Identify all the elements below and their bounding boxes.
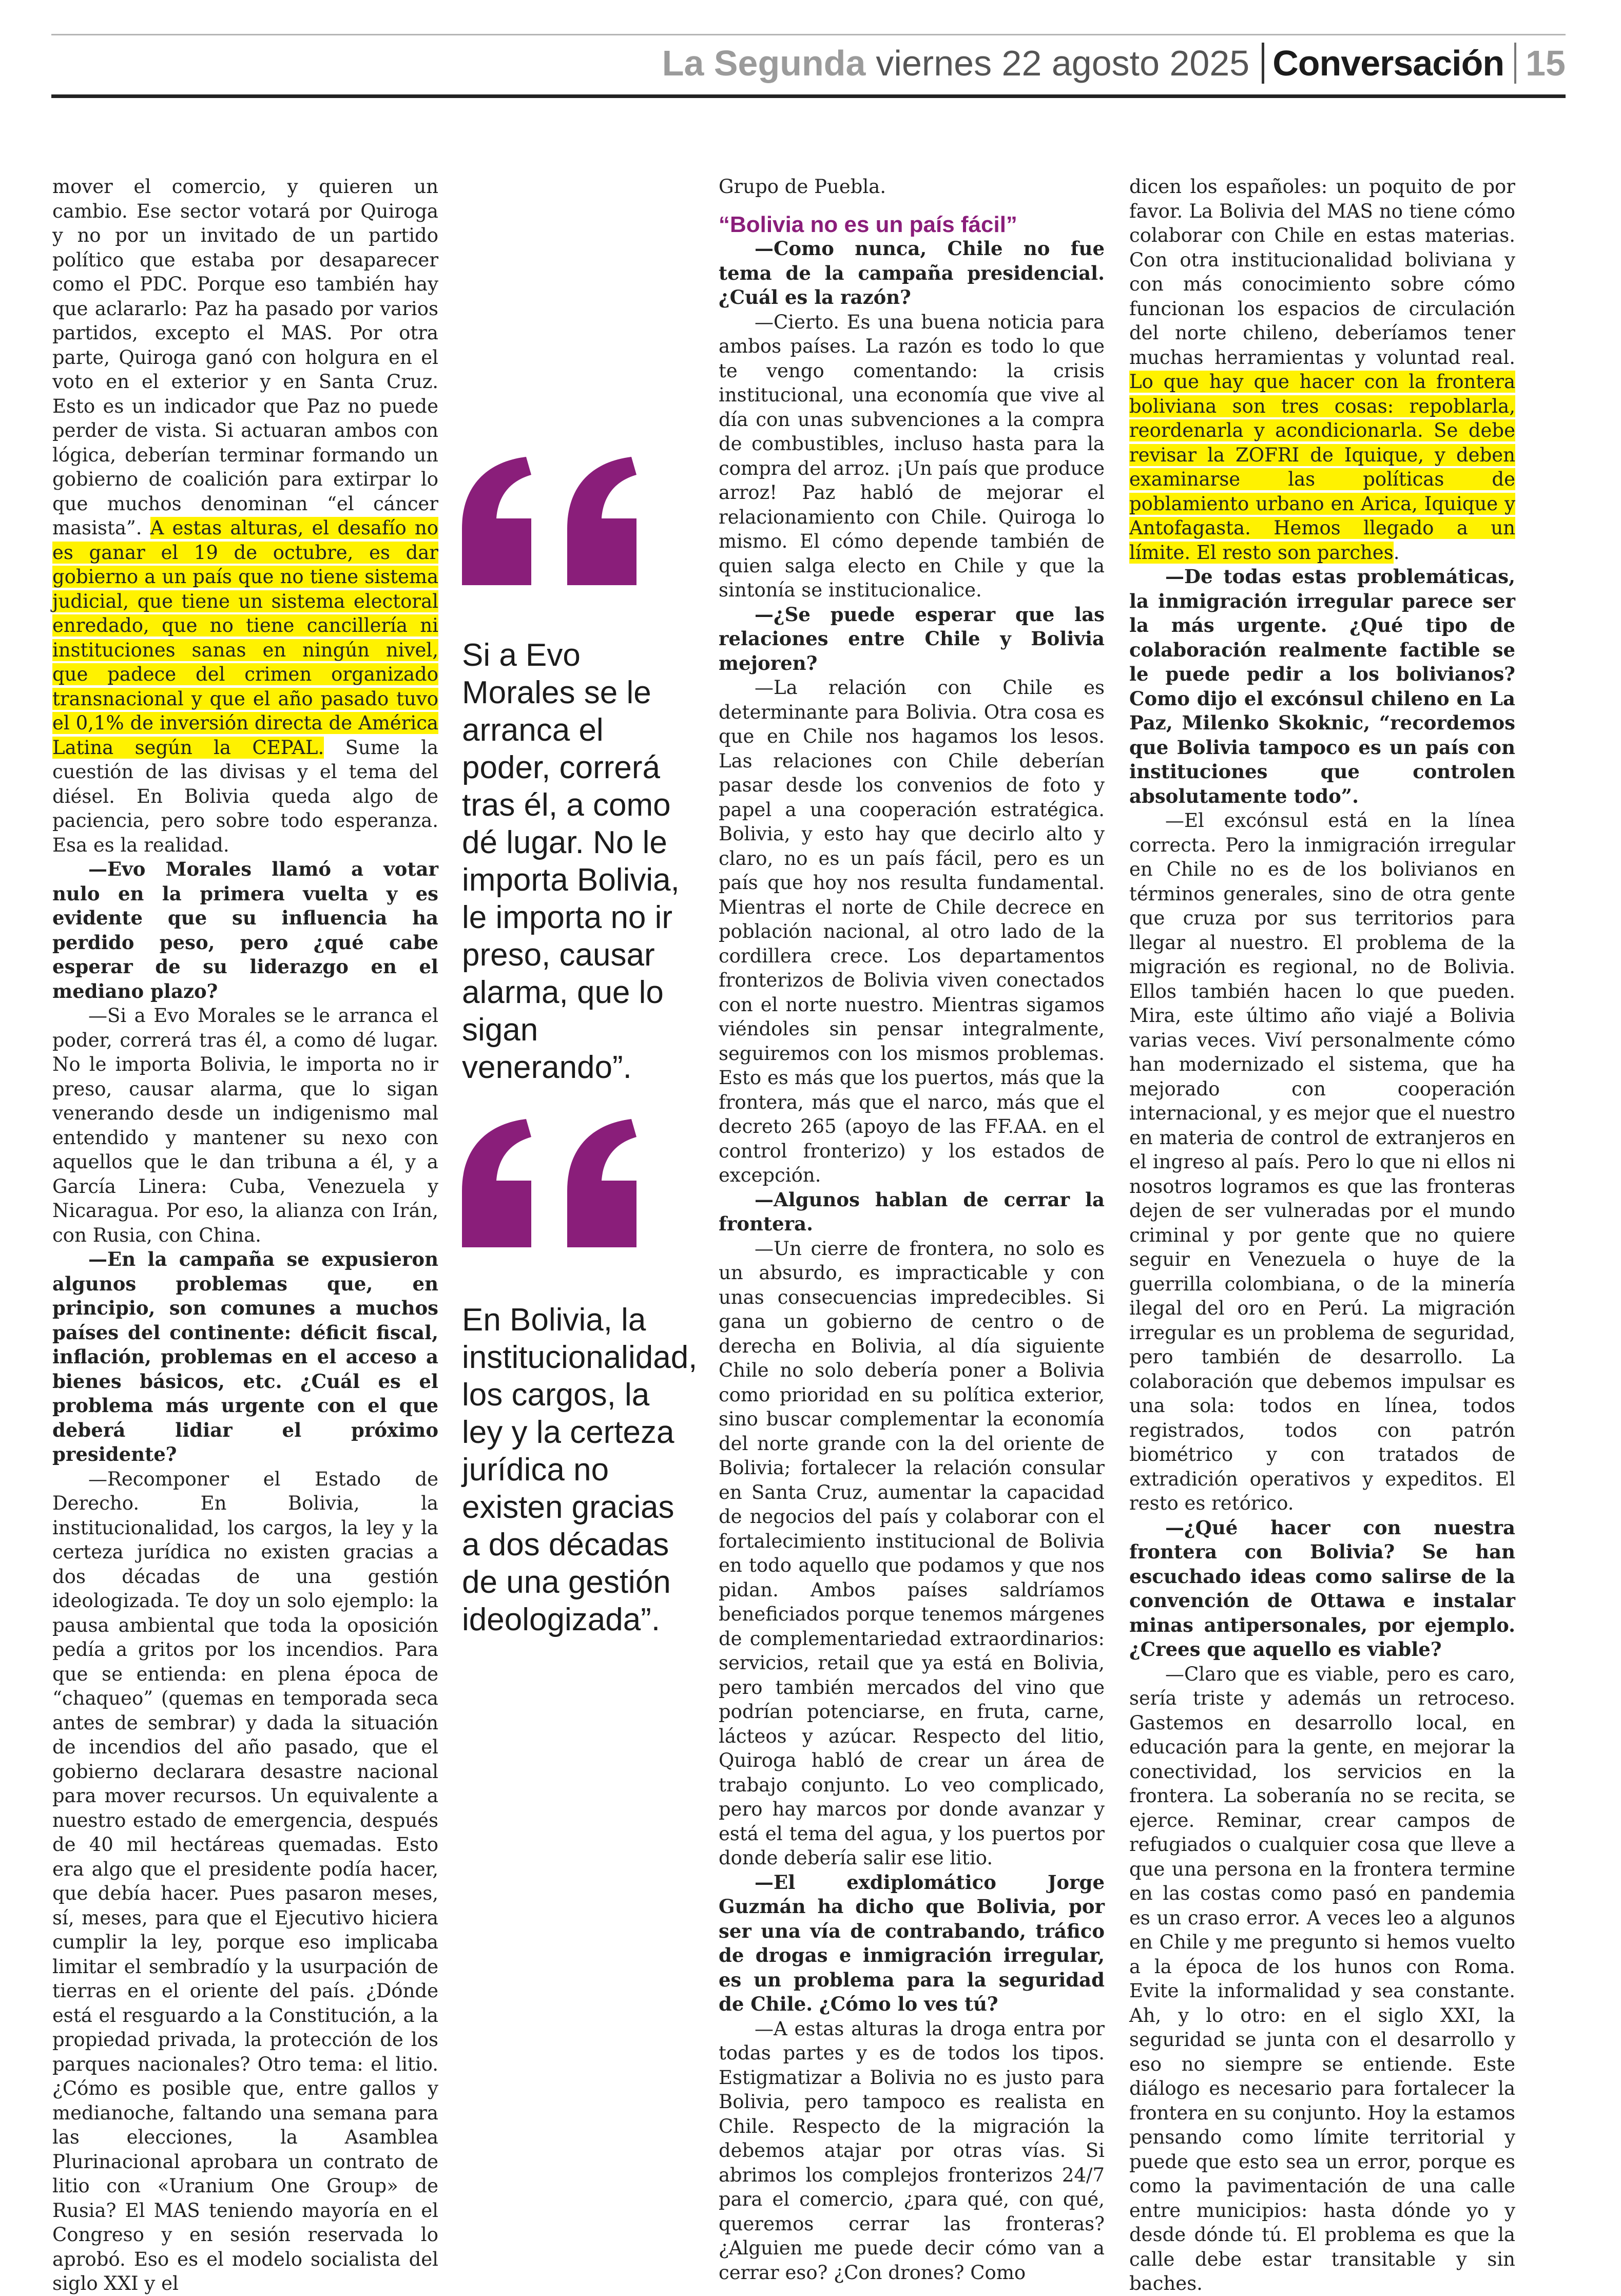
masthead: [662, 41, 1566, 85]
top-rule: [51, 34, 1566, 35]
pull-quote: Si a Evo Morales se le arranca el poder, correrá tras él, a como dé lugar. No le importa Bolivia, le importa no ir preso, causar alarma, que lo sigan venerando”.: [462, 638, 680, 1085]
interview-question: —Evo Morales llamó a votar nulo en la primera vuelta y es evidente que su influencia ha perdido peso, pero ¿qué cabe esperar de su liderazgo en el mediano plazo?: [52, 858, 438, 1002]
section-name: Conversación: [1272, 43, 1504, 83]
header-rule: [51, 94, 1566, 98]
interview-answer: —Recomponer el Estado de Derecho. En Bolivia, la institucionalidad, los cargos, la ley y la certeza jurídica no existen gracias a dos décadas de una gestión ideologizada. Te doy un solo ejemplo: la pausa ambiental que toda la oposición pedía a gritos por los incendios. Para que se entienda: en plena época de “chaqueo” (quemas en temporada seca antes de sembrar) y dada la situación de incendios del año pasado, que el gobierno declarara desastre nacional para mover recursos. Un equivalente a nuestro estado de emergencia, después de 40 mil hectáreas quemadas. Esto era algo que el presidente podía hacer, que debía hacer. Pues pasaron meses, sí, meses, para que el Ejecutivo hiciera cumplir la ley, porque eso implicaba limitar el sembradío y la usurpación de tierras en el oriente del país. ¿Dónde está el resguardo a la Constitución, a la propiedad privada, la protección de los parques nacionales? Otro tema: el litio. ¿Cómo es posible que, entre gallos y medianoche, faltando una semana para las elecciones, la Asamblea Plurinacional aprobara un contrato de litio con «Uranium One Group» de Rusia? El MAS teniendo mayoría en el Congreso y en sesión reservada lo aprobó. Eso es el modelo socialista del siglo XXI y el: [52, 1468, 438, 2294]
interview-question: —¿Qué hacer con nuestra frontera con Bolivia? Se han escuchado ideas como salirse de la convención de Ottawa e instalar minas antipersonales, por ejemplo. ¿Crees que aquello es viable?: [1129, 1516, 1515, 1661]
article-column-2: [719, 175, 1105, 2285]
interview-answer: —Cierto. Es una buena noticia para ambos países. La razón es todo lo que te vengo comentando: la crisis institucional, una economía que vive al día con unas subvenciones a la compra de combustibles, incluso hasta para la compra del arroz. ¡Un país que produce arroz! Paz habló de mejorar el relacionamiento con Chile. Quiroga lo mismo. El cómo depende también de quien salga electo en Chile y que la sintonía se institucionalice.: [719, 311, 1105, 601]
paragraph: mover el comercio, y quieren un cambio. Ese sector votará por Quiroga y no por un invitado de un partido político que estaba por desaparecer como el PDC. Porque eso también hay que aclararlo: Paz ha pasado por varios partidos, excepto el MAS. Por otra parte, Quiroga ganó con holgura en el voto en el exterior y en Santa Cruz. Esto es un indicador que Paz no puede perder de vista. Si actuaran ambos con lógica, deberían terminar formando un gobierno de coalición para extirpar lo que muchos denominan “el cáncer masista”. A estas alturas, el desafío no es ganar el 19 de octubre, es dar gobierno a un país que no tiene sistema judicial, que tiene un sistema electoral enredado, que no tiene cancillería ni instituciones sanas en ningún nivel, que padece del crimen organizado transnacional y que el año pasado tuvo el 0,1% de inversión directa de América Latina según la CEPAL. Sume la cuestión de las divisas y el tema del diésel. En Bolivia queda algo de paciencia, pero sobre todo esperanza. Esa es la realidad.: [52, 176, 439, 856]
subheading: “Bolivia no es un país fácil”: [719, 211, 1017, 237]
interview-question: —¿Se puede esperar que las relaciones entre Chile y Bolivia mejoren?: [719, 603, 1105, 674]
interview-answer: —El excónsul está en la línea correcta. Pero la inmigración irregular en Chile no es de los bolivianos en términos generales, sino de otra gente que cruza por sus territorios para llegar al nuestro. El problema de la migración es regional, no de Bolivia. Ellos también hacen lo que pueden. Mira, este último año viajé a Bolivia varias veces. Viví personalmente cómo han modernizado el sistema, que ha mejorado con cooperación internacional, y es mejor que el nuestro en materia de control de extranjeros en el ingreso al país. Pero lo que ni ellos ni nosotros logramos es que las fronteras dejen de ser vulneradas por el mundo criminal y por gente que no quiere seguir en Venezuela o huye de la guerrilla colombiana, o de la minería ilegal del oro en Perú. La migración irregular es un problema de seguridad, pero también de desarrollo. La colaboración que debemos impulsar es una sola: todos en línea, todos registrados, todos con patrón biométrico y con tratados de extradición operativos y expeditos. El resto es retórico.: [1129, 809, 1515, 1514]
quote-mark-icon: [459, 1119, 644, 1247]
interview-answer: —A estas alturas la droga entra por todas partes y es de todos los tipos. Estigmatizar a Bolivia no es justo para Bolivia, pero tampoco es realista en Chile. Respecto de la migración la debemos atajar por otras vías. Si abrimos los complejos fronterizos 24/7 para el comercio, ¿para qué, con qué, queremos cerrar las fronteras? ¿Alguien me puede decir cómo van a cerrar eso? ¿Con drones? Como: [719, 2017, 1105, 2284]
paragraph: Grupo de Puebla.: [719, 176, 886, 198]
highlighted-text: Lo que hay que hacer con la frontera boliviana son tres cosas: repoblarla, reordenarla y acondicionarla. Se debe revisar la ZOFRI de Iquique, y deben examinarse las políticas de poblamiento urbano en Arica, Iquique y Antofagasta. Hemos llegado a un límite. El resto son parches: [1129, 371, 1515, 564]
interview-question: —El exdiplomático Jorge Guzmán ha dicho que Bolivia, por ser una vía de contrabando, tráfico de drogas e inmigración irregular, es un problema para la seguridad de Chile. ¿Cómo lo ves tú?: [719, 1870, 1105, 2015]
interview-question: —Como nunca, Chile no fue tema de la campaña presidencial. ¿Cuál es la razón?: [719, 237, 1105, 308]
interview-question: —En la campaña se expusieron algunos problemas que, en principio, son comunes a muchos países del continente: déficit fiscal, inflación, problemas en el acceso a bienes básicos, etc. ¿Cuál es el problema más urgente con el que deberá lidiar el próximo presidente?: [52, 1248, 438, 1465]
page-number: 15: [1526, 43, 1566, 83]
newspaper-name: La Segunda: [662, 43, 866, 83]
interview-answer: —La relación con Chile es determinante para Bolivia. Otra cosa es que en Chile nos hagamos los lesos. Las relaciones con Chile deberían pasar desde los convenios de foto y papel a una cooperación estratégica. Bolivia, y esto hay que decirlo alto y claro, no es un país fácil, pero es un país que hoy nos resulta fundamental. Mientras el norte de Chile decrece en población nacional, al otro lado de la cordillera crece. Los departamentos fronterizos de Bolivia viven conectados con el norte nuestro. Mientras sigamos viéndoles sin pensar integralmente, seguiremos con los mismos problemas. Esto es más que los puertos, más que la frontera, más que el narco, más que el decreto 265 (apoyo de las FF.AA. en el control fronterizo) y los estados de excepción.: [719, 677, 1105, 1186]
interview-question: —De todas estas problemáticas, la inmigración irregular parece ser la más urgente. ¿Qué tipo de colaboración realmente factible se le puede pedir a los bolivianos? Como dijo el excónsul chileno en La Paz, Milenko Skoknic, “recordemos que Bolivia tampoco es un país con instituciones que controlen absolutamente todo”.: [1129, 565, 1515, 807]
interview-answer: —Si a Evo Morales se le arranca el poder, correrá tras él, a como dé lugar. No le importa Bolivia, le importa no ir preso, causar alarma, que lo sigan venerando desde un indigenismo mal entendido y mantener su nexo con aquellos que le dan tribuna a él, y a García Linera: Cuba, Venezuela y Nicaragua. Por eso, la alianza con Irán, con Rusia, con China.: [52, 1005, 438, 1246]
interview-question: —Algunos hablan de cerrar la frontera.: [719, 1188, 1105, 1235]
paragraph: dicen los españoles: un poquito de por favor. La Bolivia del MAS no tiene cómo colaborar con Chile en estas materias. Con otra institucionalidad boliviana y con más conocimiento sobre cómo funcionan los espacios de circulación del norte chileno, deberíamos tener muchas herramientas y voluntad real. Lo que hay que hacer con la frontera boliviana son tres cosas: repoblarla, reordenarla y acondicionarla. Se debe revisar la ZOFRI de Iquique, y deben examinarse las políticas de poblamiento urbano en Arica, Iquique y Antofagasta. Hemos llegado a un límite. El resto son parches.: [1129, 176, 1515, 564]
pull-quote: En Bolivia, la institucionalidad, los cargos, la ley y la certeza jurídica no existen gracias a dos décadas de una gestión ideologizada”.: [462, 1302, 698, 1637]
article-column-1: [52, 175, 438, 2296]
highlighted-text: A estas alturas, el desafío no es ganar el 19 de octubre, es dar gobierno a un país que no tiene sistema judicial, que tiene un sistema electoral enredado, que no tiene cancillería ni instituciones sanas en ningún nivel, que padece del crimen organizado transnacional y que el año pasado tuvo el 0,1% de inversión directa de América Latina según la CEPAL.: [52, 517, 438, 759]
interview-answer: —Claro que es viable, pero es caro, sería triste y además un retroceso. Gastemos en desarrollo local, en educación para la gente, en mejorar la conectividad, los servicios en la frontera. La soberanía no se recita, se ejerce. Reminar, crear campos de refugiados o cualquier cosa que lleve a que una persona en la frontera termine en las costas como pasó en pandemia es un craso error. A veces leo a algunos en Chile y me pregunto si hemos vuelto a la época de los hunos con Roma. Evite la informalidad y sea constante. Ah, y lo otro: en el siglo XXI, la seguridad se junta con el desarrollo y eso no siempre se entiende. Este diálogo es necesario para fortalecer la frontera en su conjunto. Hoy la estamos pensando como límite territorial y puede que esto sea un error, porque es como la pavimentación de una calle entre municipios: hasta dónde yo y desde dónde tú. El problema es que la calle debe estar transitable y sin baches.: [1129, 1663, 1515, 2294]
issue-date: viernes 22 agosto 2025: [876, 43, 1250, 83]
interview-answer: —Un cierre de frontera, no solo es un absurdo, es impracticable y con unas consecuencias impredecibles. Si gana un gobierno de centro o de derecha en Bolivia, al día siguiente Chile no solo debería poner a Bolivia como prioridad en su política exterior, sino buscar complementar la economía del norte grande con la del oriente de Bolivia; fortalecer la relación consular en Santa Cruz, aumentar la capacidad de negocios del país y colaborar con el fortalecimiento institucional de Bolivia en todo aquello que podamos y que nos pidan. Ambos países saldríamos beneficiados porque tenemos márgenes de complementariedad extraordinarios: servicios, retail que ya está en Bolivia, pero también mercados del vino que podrían potenciarse, en fruta, carne, lácteos y azúcar. Respecto del litio, Quiroga habló de crear un área de trabajo conjunto. Lo veo complicado, pero hay marcos por donde avanzar y está el tema del agua, y los puertos por donde debería salir ese litio.: [719, 1237, 1105, 1869]
header-divider: [1262, 43, 1264, 84]
article-column-3: [1129, 175, 1515, 2296]
header-divider: [1514, 43, 1516, 84]
quote-mark-icon: [459, 457, 644, 585]
